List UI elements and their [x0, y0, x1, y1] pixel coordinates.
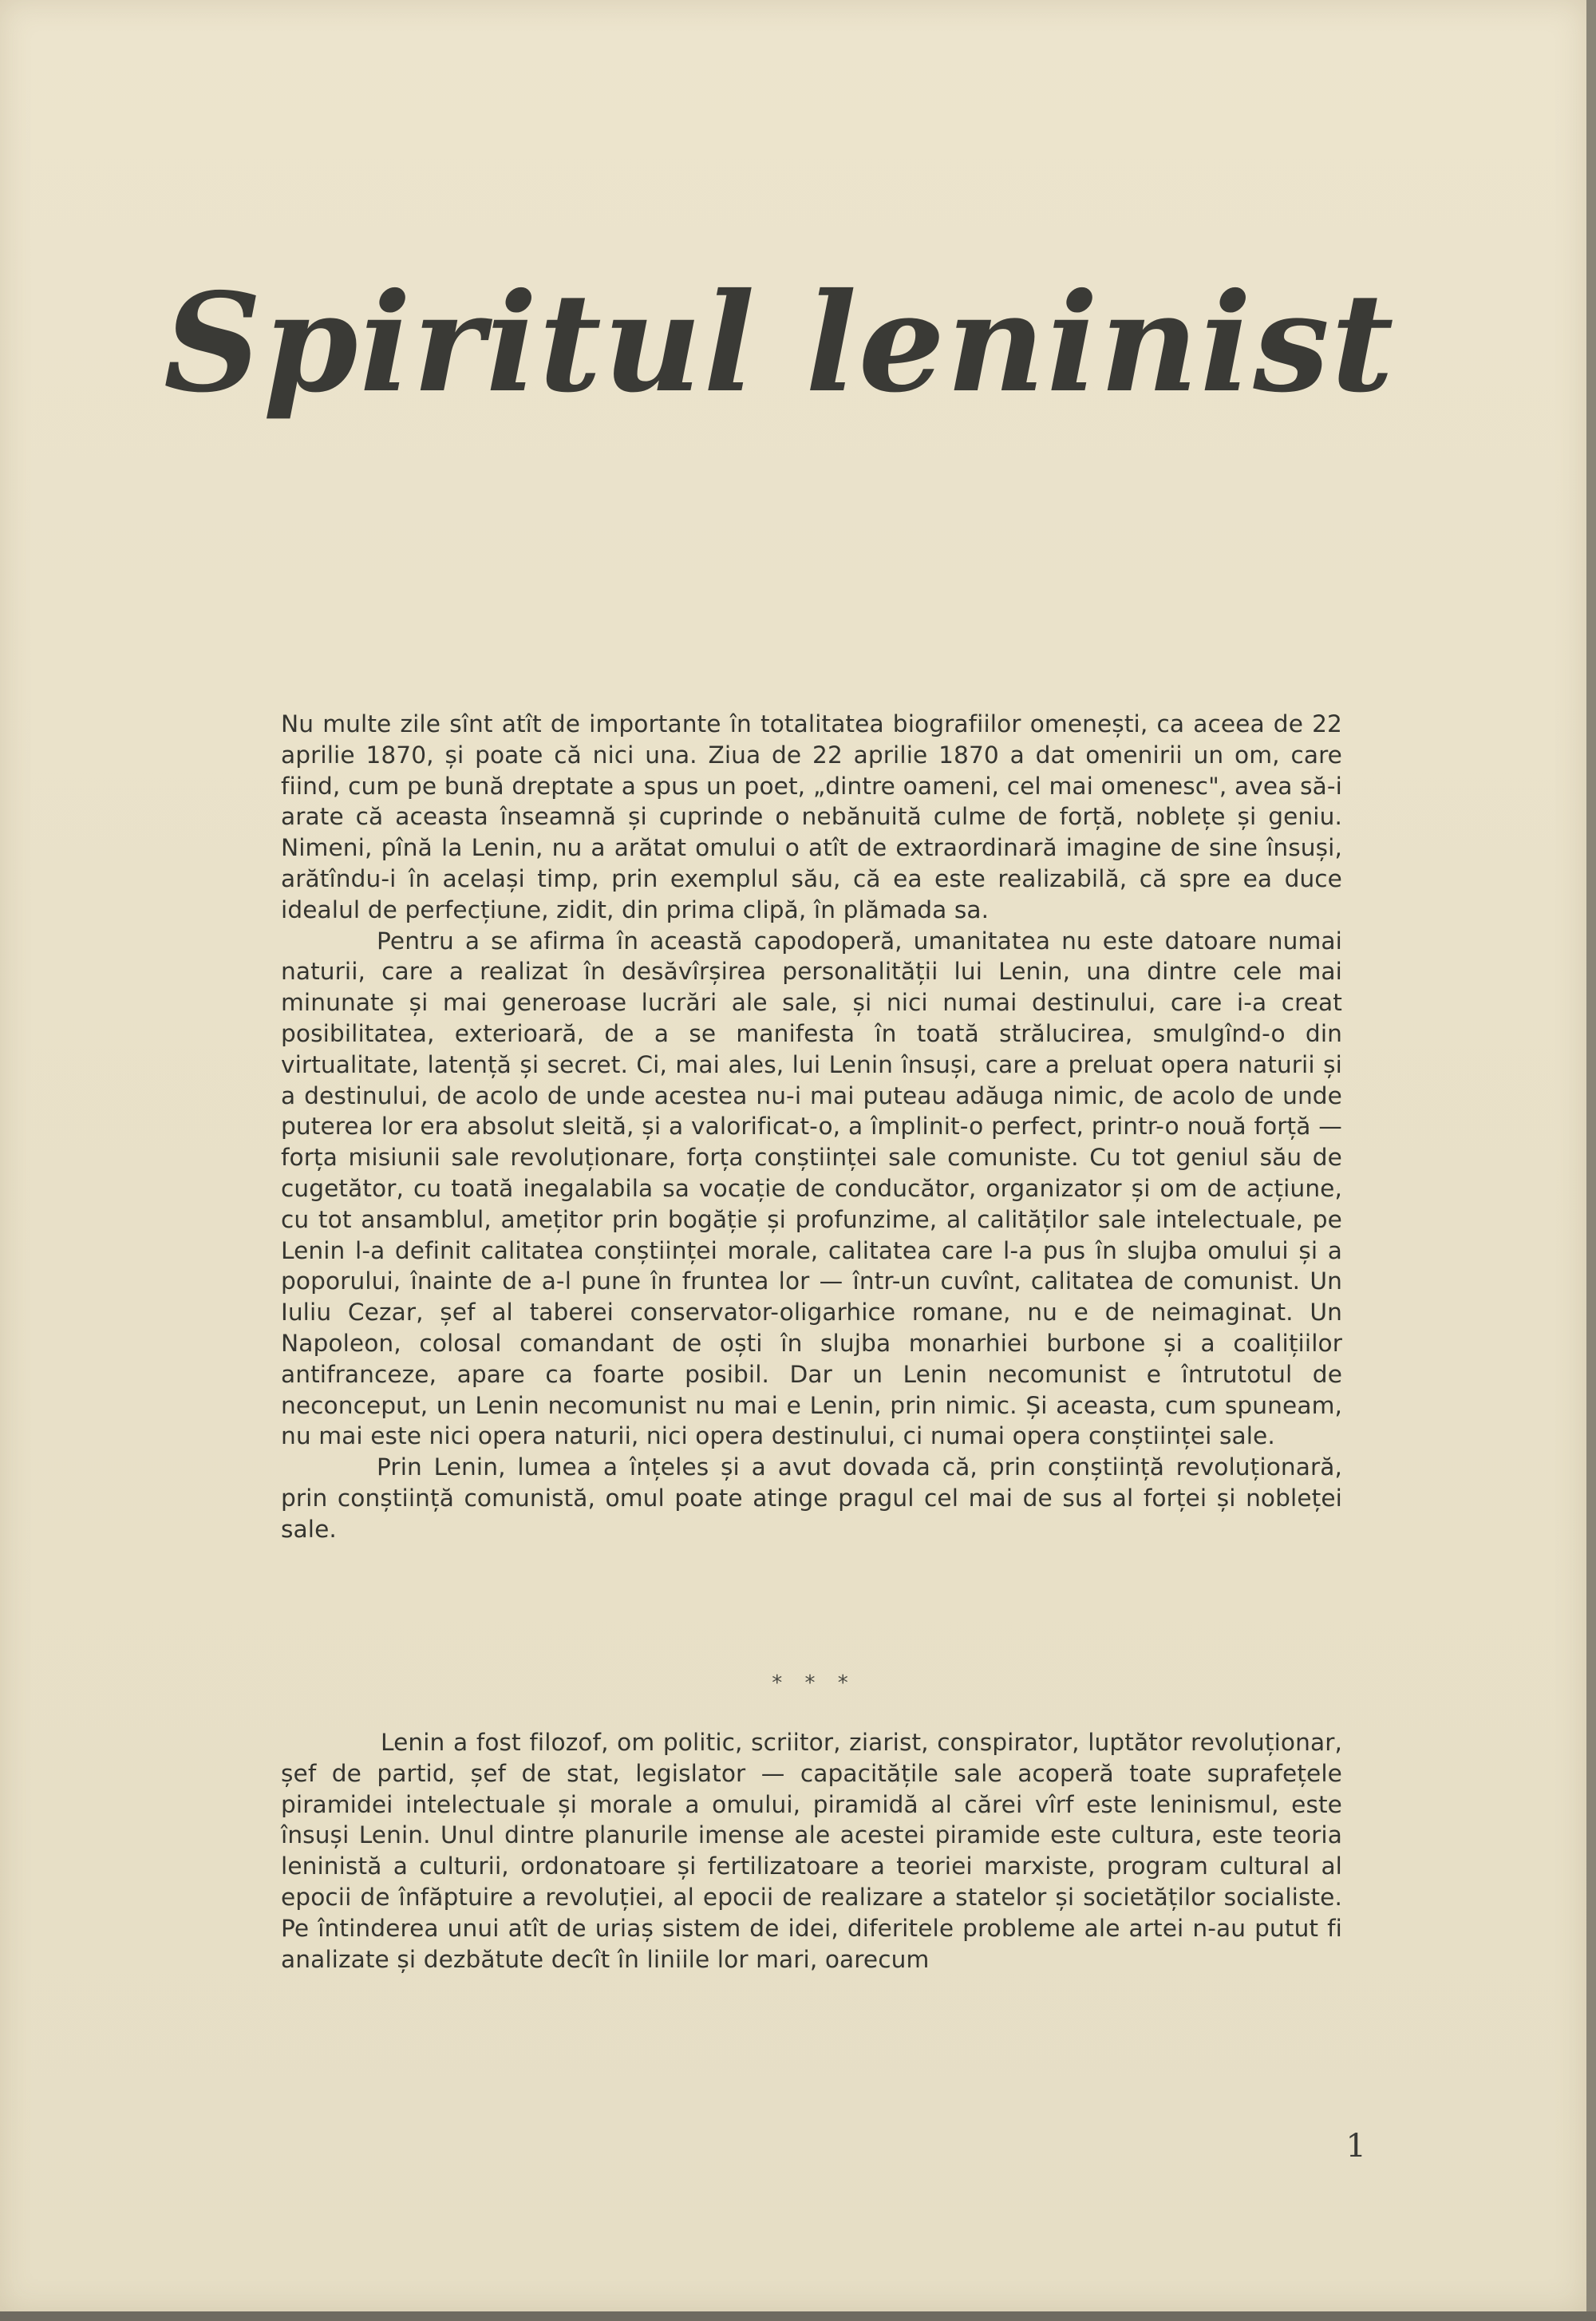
- article-title: Spiritul leninist: [164, 263, 1396, 423]
- article-body-section-1: [281, 709, 1342, 1545]
- section-separator: * * *: [772, 1671, 856, 1695]
- paragraph-capodopera: Pentru a se afirma în această capodoperă, umanitatea nu este datoare numai naturii, care a realizat în desăvîrșirea personalității lui Lenin, una dintre cele mai minunate și mai generoase lucrări ale sale, și nici numai destinului, care i-a creat posibilitatea, exterioară, de a se manifesta în toată strălucirea, smulgînd-o din virtualitate, latență și secret. Ci, mai ales, lui Lenin însuși, care a preluat opera naturii și a destinului, de acolo de unde acestea nu-i mai puteau adăuga nimic, de acolo de unde puterea lor era absolut sleită, și a valorificat-o, a împlinit-o perfect, printr-o nouă forță — forța misiunii sale revoluționare, forța conștiinței sale comuniste. Cu tot geniul său de cugetător, cu toată inegalabila sa vocație de conducător, organizator și om de acțiune, cu tot ansamblul, amețitor prin bogăție și profunzime, al calităților sale intelectuale, pe Lenin l-a definit calitatea conștiinței morale, calitatea care l-a pus în slujba omului și a poporului, înainte de a-l pune în fruntea lor — într-un cuvînt, calitatea de comunist. Un Iuliu Cezar, șef al taberei conservator-oligarhice romane, nu e de neimaginat. Un Napoleon, colosal comandant de oști în slujba monarhiei burbone și a coalițiilor antifranceze, apare ca foarte posibil. Dar un Lenin necomunist e întrutotul de neconceput, un Lenin necomunist nu mai e Lenin, prin nimic. Și aceasta, cum spuneam, nu mai este nici opera naturii, nici opera destinului, ci numai opera conștiinței sale.: [281, 927, 1342, 1450]
- paragraph-cultura: Lenin a fost filozof, om politic, scriitor, ziarist, conspirator, luptător revoluționar, șef de partid, șef de stat, legislator — capacitățile sale acoperă toate suprafețele piramidei intelectuale și morale a omului, piramidă al cărei vîrf este leninismul, este însuși Lenin. Unul dintre planurile imense ale acestei piramide este cultura, este teoria leninistă a culturii, ordonatoare și fertilizatoare a teoriei marxiste, program cultural al epocii de înfăptuire a revoluției, al epocii de realizare a statelor și societăților socialiste. Pe întinderea unui atît de uriaș sistem de idei, diferitele probleme ale artei n-au putut fi analizate și dezbătute decît în liniile lor mari, oarecum: [281, 1729, 1342, 1973]
- page-number: 1: [1345, 2128, 1366, 2165]
- page-edge-right: [1586, 0, 1596, 2321]
- article-body-section-2: [281, 1727, 1342, 1975]
- paragraph-constiinta: Prin Lenin, lumea a înțeles și a avut dovada că, prin conștiință revoluționară, prin conștiință comunistă, omul poate atinge pragul cel mai de sus al forței și nobleței sale.: [281, 1453, 1342, 1543]
- paragraph-intro: Nu multe zile sînt atît de importante în totalitatea biografiilor omenești, ca aceea de 22 aprilie 1870, și poate că nici una. Ziua de 22 aprilie 1870 a dat omenirii un om, care fiind, cum pe bună dreptate a spus un poet, „dintre oameni, cel mai omenesc", avea să-i arate că aceasta înseamnă și cuprinde o nebănuită culme de forță, noblețe și geniu. Nimeni, pînă la Lenin, nu a arătat omului o atît de extraordinară imagine de sine însuși, arătîndu-i în același timp, prin exemplul său, că ea este realizabilă, că spre ea duce idealul de perfecțiune, zidit, din prima clipă, în plămada sa.: [281, 710, 1342, 923]
- page-edge-bottom: [0, 2311, 1596, 2321]
